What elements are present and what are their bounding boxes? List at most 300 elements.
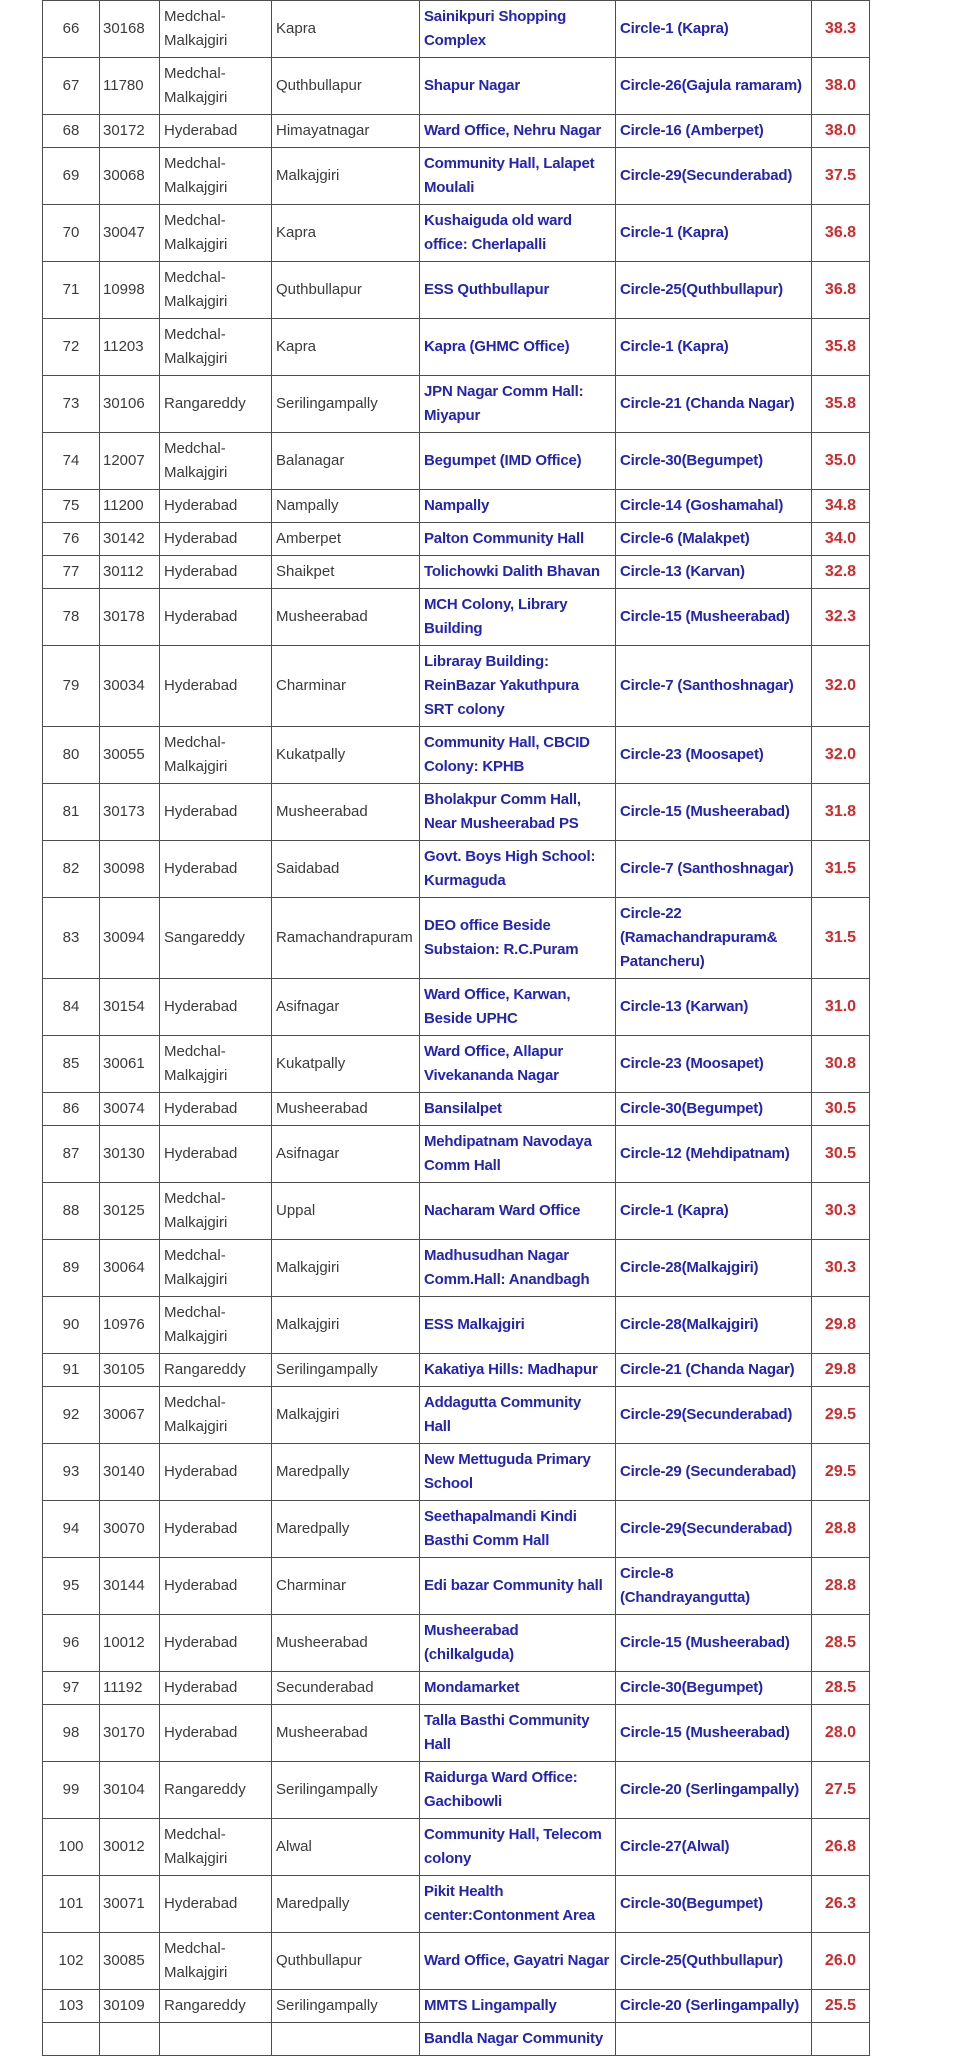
cell-venue: ESS Malkajgiri: [420, 1297, 616, 1354]
cell-venue: Kapra (GHMC Office): [420, 319, 616, 376]
cell-circle: Circle-1 (Kapra): [616, 319, 812, 376]
cell-id: 30067: [100, 1387, 160, 1444]
cell-venue: MCH Colony, Library Building: [420, 589, 616, 646]
cell-venue: Ward Office, Nehru Nagar: [420, 115, 616, 148]
cell-mandal: Maredpally: [272, 1501, 420, 1558]
cell-num: 75: [43, 490, 100, 523]
cell-id: 30140: [100, 1444, 160, 1501]
cell-district: Medchal-Malkajgiri: [160, 148, 272, 205]
cell-id: 30104: [100, 1762, 160, 1819]
cell-circle: Circle-15 (Musheerabad): [616, 1615, 812, 1672]
cell-venue: Palton Community Hall: [420, 523, 616, 556]
cell-circle: Circle-6 (Malakpet): [616, 523, 812, 556]
table-row: [43, 1444, 870, 1501]
cell-circle: [616, 2023, 812, 2056]
cell-mandal: Nampally: [272, 490, 420, 523]
cell-id: 11200: [100, 490, 160, 523]
cell-id: 10998: [100, 262, 160, 319]
cell-value: 26.8: [812, 1819, 870, 1876]
cell-id: 12007: [100, 433, 160, 490]
cell-num: 89: [43, 1240, 100, 1297]
cell-circle: Circle-16 (Amberpet): [616, 115, 812, 148]
table-row: [43, 490, 870, 523]
cell-district: Rangareddy: [160, 1990, 272, 2023]
cell-num: 85: [43, 1036, 100, 1093]
cell-district: Medchal-Malkajgiri: [160, 1387, 272, 1444]
cell-num: 67: [43, 58, 100, 115]
cell-venue: Begumpet (IMD Office): [420, 433, 616, 490]
cell-district: Hyderabad: [160, 1126, 272, 1183]
cell-id: 30109: [100, 1990, 160, 2023]
cell-district: Medchal-Malkajgiri: [160, 1933, 272, 1990]
cell-venue: Ward Office, Allapur Vivekananda Nagar: [420, 1036, 616, 1093]
cell-num: 88: [43, 1183, 100, 1240]
cell-venue: Sainikpuri Shopping Complex: [420, 1, 616, 58]
cell-mandal: Kapra: [272, 319, 420, 376]
cell-circle: Circle-13 (Karwan): [616, 979, 812, 1036]
cell-circle: Circle-8 (Chandrayangutta): [616, 1558, 812, 1615]
cell-id: 11203: [100, 319, 160, 376]
cell-circle: Circle-1 (Kapra): [616, 1, 812, 58]
table-row: [43, 1126, 870, 1183]
cell-circle: Circle-30(Begumpet): [616, 1672, 812, 1705]
cell-id: 30106: [100, 376, 160, 433]
cell-id: 30085: [100, 1933, 160, 1990]
cell-id: 30071: [100, 1876, 160, 1933]
cell-mandal: Shaikpet: [272, 556, 420, 589]
cell-district: Hyderabad: [160, 841, 272, 898]
cell-district: Sangareddy: [160, 898, 272, 979]
table-row: [43, 262, 870, 319]
table-row: [43, 646, 870, 727]
cell-circle: Circle-29(Secunderabad): [616, 148, 812, 205]
cell-circle: Circle-15 (Musheerabad): [616, 589, 812, 646]
cell-mandal: Serilingampally: [272, 376, 420, 433]
table-row: [43, 1558, 870, 1615]
cell-value: 30.3: [812, 1240, 870, 1297]
cell-num: [43, 2023, 100, 2056]
cell-circle: Circle-23 (Moosapet): [616, 1036, 812, 1093]
cell-venue: New Mettuguda Primary School: [420, 1444, 616, 1501]
cell-circle: Circle-7 (Santhoshnagar): [616, 841, 812, 898]
cell-venue: Musheerabad (chilkalguda): [420, 1615, 616, 1672]
cell-circle: Circle-1 (Kapra): [616, 205, 812, 262]
cell-id: 30112: [100, 556, 160, 589]
cell-venue: Bandla Nagar Community: [420, 2023, 616, 2056]
cell-value: 38.0: [812, 115, 870, 148]
cell-id: 30172: [100, 115, 160, 148]
table-row: [43, 1672, 870, 1705]
cell-venue: Tolichowki Dalith Bhavan: [420, 556, 616, 589]
cell-value: 27.5: [812, 1762, 870, 1819]
table-row: [43, 433, 870, 490]
cell-num: 100: [43, 1819, 100, 1876]
table-row: [43, 1240, 870, 1297]
cell-circle: Circle-27(Alwal): [616, 1819, 812, 1876]
cell-circle: Circle-22 (Ramachandrapuram& Patancheru): [616, 898, 812, 979]
cell-num: 79: [43, 646, 100, 727]
cell-mandal: Asifnagar: [272, 979, 420, 1036]
cell-id: 30168: [100, 1, 160, 58]
cell-num: 93: [43, 1444, 100, 1501]
cell-district: Hyderabad: [160, 1558, 272, 1615]
cell-value: 32.0: [812, 727, 870, 784]
table-row: [43, 1615, 870, 1672]
table-row: [43, 1036, 870, 1093]
cell-id: 30094: [100, 898, 160, 979]
cell-num: 86: [43, 1093, 100, 1126]
cell-id: 11192: [100, 1672, 160, 1705]
cell-value: 29.8: [812, 1354, 870, 1387]
cell-district: Hyderabad: [160, 784, 272, 841]
cell-num: 74: [43, 433, 100, 490]
cell-id: 30130: [100, 1126, 160, 1183]
table-row: [43, 1354, 870, 1387]
cell-circle: Circle-28(Malkajgiri): [616, 1297, 812, 1354]
table-row: [43, 1501, 870, 1558]
cell-circle: Circle-29 (Secunderabad): [616, 1444, 812, 1501]
cell-mandal: Kukatpally: [272, 727, 420, 784]
cell-circle: Circle-20 (Serlingampally): [616, 1762, 812, 1819]
cell-venue: Community Hall, Lalapet Moulali: [420, 148, 616, 205]
cell-value: 29.5: [812, 1444, 870, 1501]
cell-value: 28.5: [812, 1672, 870, 1705]
cell-num: 78: [43, 589, 100, 646]
cell-venue: Raidurga Ward Office: Gachibowli: [420, 1762, 616, 1819]
cell-district: Medchal-Malkajgiri: [160, 262, 272, 319]
cell-district: Hyderabad: [160, 1444, 272, 1501]
cell-num: 102: [43, 1933, 100, 1990]
cell-circle: Circle-20 (Serlingampally): [616, 1990, 812, 2023]
cell-id: 30070: [100, 1501, 160, 1558]
cell-venue: DEO office Beside Substaion: R.C.Puram: [420, 898, 616, 979]
cell-circle: Circle-30(Begumpet): [616, 433, 812, 490]
cell-district: Rangareddy: [160, 1354, 272, 1387]
cell-district: Medchal-Malkajgiri: [160, 1297, 272, 1354]
cell-num: 99: [43, 1762, 100, 1819]
cell-venue: Pikit Health center:Contonment Area: [420, 1876, 616, 1933]
cell-num: 70: [43, 205, 100, 262]
cell-value: 34.8: [812, 490, 870, 523]
table-row: [43, 1819, 870, 1876]
cell-circle: Circle-29(Secunderabad): [616, 1387, 812, 1444]
table-row: [43, 1297, 870, 1354]
cell-venue: Libraray Building: ReinBazar Yakuthpura SRT colony: [420, 646, 616, 727]
cell-district: [160, 2023, 272, 2056]
cell-id: 30144: [100, 1558, 160, 1615]
cell-circle: Circle-15 (Musheerabad): [616, 1705, 812, 1762]
cell-num: 69: [43, 148, 100, 205]
cell-mandal: Amberpet: [272, 523, 420, 556]
cell-venue: Mondamarket: [420, 1672, 616, 1705]
cell-mandal: [272, 2023, 420, 2056]
cell-num: 103: [43, 1990, 100, 2023]
cell-circle: Circle-28(Malkajgiri): [616, 1240, 812, 1297]
cell-mandal: Uppal: [272, 1183, 420, 1240]
cell-mandal: Alwal: [272, 1819, 420, 1876]
cell-venue: Govt. Boys High School: Kurmaguda: [420, 841, 616, 898]
cell-district: Hyderabad: [160, 979, 272, 1036]
cell-value: 29.8: [812, 1297, 870, 1354]
table-row: [43, 523, 870, 556]
table-row: [43, 727, 870, 784]
cell-value: 32.8: [812, 556, 870, 589]
cell-id: 30068: [100, 148, 160, 205]
cell-district: Hyderabad: [160, 646, 272, 727]
cell-circle: Circle-15 (Musheerabad): [616, 784, 812, 841]
cell-mandal: Maredpally: [272, 1444, 420, 1501]
cell-id: 30142: [100, 523, 160, 556]
cell-district: Hyderabad: [160, 523, 272, 556]
cell-district: Medchal-Malkajgiri: [160, 1183, 272, 1240]
cell-mandal: Kapra: [272, 205, 420, 262]
cell-id: 10012: [100, 1615, 160, 1672]
cell-id: 30034: [100, 646, 160, 727]
table-row: [43, 1387, 870, 1444]
cell-district: Hyderabad: [160, 1705, 272, 1762]
cell-mandal: Musheerabad: [272, 784, 420, 841]
cell-district: Hyderabad: [160, 589, 272, 646]
cell-num: 71: [43, 262, 100, 319]
cell-value: 36.8: [812, 262, 870, 319]
cell-value: 35.0: [812, 433, 870, 490]
table-row: [43, 115, 870, 148]
cell-circle: Circle-30(Begumpet): [616, 1093, 812, 1126]
cell-mandal: Malkajgiri: [272, 1240, 420, 1297]
cell-venue: MMTS Lingampally: [420, 1990, 616, 2023]
cell-num: 76: [43, 523, 100, 556]
cell-num: 82: [43, 841, 100, 898]
cell-venue: ESS Quthbullapur: [420, 262, 616, 319]
table-row: [43, 1933, 870, 1990]
cell-venue: Mehdipatnam Navodaya Comm Hall: [420, 1126, 616, 1183]
cell-mandal: Charminar: [272, 646, 420, 727]
table-row: [43, 1876, 870, 1933]
cell-value: 28.8: [812, 1501, 870, 1558]
cell-num: 72: [43, 319, 100, 376]
cell-circle: Circle-21 (Chanda Nagar): [616, 376, 812, 433]
cell-district: Hyderabad: [160, 1876, 272, 1933]
cell-id: 30064: [100, 1240, 160, 1297]
table-row: [43, 841, 870, 898]
cell-id: 30170: [100, 1705, 160, 1762]
cell-circle: Circle-12 (Mehdipatnam): [616, 1126, 812, 1183]
table-row: [43, 784, 870, 841]
table-row: [43, 1093, 870, 1126]
table-row: [43, 1705, 870, 1762]
cell-value: 31.8: [812, 784, 870, 841]
cell-value: 26.0: [812, 1933, 870, 1990]
cell-value: 35.8: [812, 319, 870, 376]
cell-venue: Bholakpur Comm Hall, Near Musheerabad PS: [420, 784, 616, 841]
cell-venue: Nacharam Ward Office: [420, 1183, 616, 1240]
cell-district: Hyderabad: [160, 115, 272, 148]
table-row: [43, 1, 870, 58]
cell-district: Medchal-Malkajgiri: [160, 1, 272, 58]
cell-num: 96: [43, 1615, 100, 1672]
cell-id: 30105: [100, 1354, 160, 1387]
cell-district: Medchal-Malkajgiri: [160, 58, 272, 115]
cell-id: 30178: [100, 589, 160, 646]
cell-mandal: Musheerabad: [272, 1615, 420, 1672]
cell-num: 84: [43, 979, 100, 1036]
cell-circle: Circle-25(Quthbullapur): [616, 1933, 812, 1990]
cell-id: 30061: [100, 1036, 160, 1093]
cell-id: 30173: [100, 784, 160, 841]
cell-value: 25.5: [812, 1990, 870, 2023]
cell-mandal: Musheerabad: [272, 589, 420, 646]
cell-num: 94: [43, 1501, 100, 1558]
cell-value: 26.3: [812, 1876, 870, 1933]
cell-venue: Community Hall, Telecom colony: [420, 1819, 616, 1876]
cell-mandal: Kapra: [272, 1, 420, 58]
cell-district: Medchal-Malkajgiri: [160, 319, 272, 376]
cell-district: Hyderabad: [160, 1615, 272, 1672]
cell-num: 80: [43, 727, 100, 784]
cell-mandal: Musheerabad: [272, 1093, 420, 1126]
cell-value: [812, 2023, 870, 2056]
cell-mandal: Himayatnagar: [272, 115, 420, 148]
cell-mandal: Secunderabad: [272, 1672, 420, 1705]
cell-num: 68: [43, 115, 100, 148]
cell-venue: Ward Office, Gayatri Nagar: [420, 1933, 616, 1990]
cell-venue: Bansilalpet: [420, 1093, 616, 1126]
cell-value: 38.3: [812, 1, 870, 58]
cell-mandal: Malkajgiri: [272, 1297, 420, 1354]
cell-district: Hyderabad: [160, 556, 272, 589]
cell-num: 81: [43, 784, 100, 841]
cell-value: 38.0: [812, 58, 870, 115]
cell-value: 36.8: [812, 205, 870, 262]
cell-value: 35.8: [812, 376, 870, 433]
cell-num: 91: [43, 1354, 100, 1387]
table-row: [43, 1762, 870, 1819]
results-table: [42, 0, 870, 2056]
cell-id: 11780: [100, 58, 160, 115]
cell-circle: Circle-21 (Chanda Nagar): [616, 1354, 812, 1387]
table-row: [43, 979, 870, 1036]
cell-venue: Nampally: [420, 490, 616, 523]
table-row: [43, 1183, 870, 1240]
cell-venue: JPN Nagar Comm Hall: Miyapur: [420, 376, 616, 433]
cell-num: 87: [43, 1126, 100, 1183]
cell-value: 31.5: [812, 841, 870, 898]
table-row: [43, 556, 870, 589]
cell-mandal: Ramachandrapuram: [272, 898, 420, 979]
cell-mandal: Kukatpally: [272, 1036, 420, 1093]
cell-venue: Kushaiguda old ward office: Cherlapalli: [420, 205, 616, 262]
cell-id: 30074: [100, 1093, 160, 1126]
cell-district: Medchal-Malkajgiri: [160, 205, 272, 262]
cell-district: Medchal-Malkajgiri: [160, 433, 272, 490]
cell-id: [100, 2023, 160, 2056]
cell-district: Medchal-Malkajgiri: [160, 1036, 272, 1093]
cell-district: Hyderabad: [160, 1093, 272, 1126]
table-row: [43, 589, 870, 646]
cell-value: 37.5: [812, 148, 870, 205]
cell-circle: Circle-29(Secunderabad): [616, 1501, 812, 1558]
cell-mandal: Balanagar: [272, 433, 420, 490]
cell-circle: Circle-14 (Goshamahal): [616, 490, 812, 523]
cell-circle: Circle-1 (Kapra): [616, 1183, 812, 1240]
cell-circle: Circle-7 (Santhoshnagar): [616, 646, 812, 727]
cell-value: 30.8: [812, 1036, 870, 1093]
cell-mandal: Asifnagar: [272, 1126, 420, 1183]
cell-num: 66: [43, 1, 100, 58]
table-row-partial: [43, 2023, 870, 2056]
cell-value: 31.0: [812, 979, 870, 1036]
cell-value: 31.5: [812, 898, 870, 979]
table-row: [43, 898, 870, 979]
cell-mandal: Serilingampally: [272, 1990, 420, 2023]
cell-mandal: Musheerabad: [272, 1705, 420, 1762]
table-row: [43, 205, 870, 262]
cell-id: 30047: [100, 205, 160, 262]
cell-value: 28.8: [812, 1558, 870, 1615]
cell-district: Hyderabad: [160, 490, 272, 523]
cell-id: 30154: [100, 979, 160, 1036]
cell-circle: Circle-26(Gajula ramaram): [616, 58, 812, 115]
cell-id: 30125: [100, 1183, 160, 1240]
cell-value: 30.3: [812, 1183, 870, 1240]
cell-num: 90: [43, 1297, 100, 1354]
cell-mandal: Quthbullapur: [272, 1933, 420, 1990]
cell-mandal: Serilingampally: [272, 1762, 420, 1819]
cell-district: Rangareddy: [160, 1762, 272, 1819]
cell-value: 28.0: [812, 1705, 870, 1762]
cell-circle: Circle-13 (Karvan): [616, 556, 812, 589]
cell-value: 32.3: [812, 589, 870, 646]
cell-circle: Circle-25(Quthbullapur): [616, 262, 812, 319]
table-row: [43, 319, 870, 376]
cell-num: 101: [43, 1876, 100, 1933]
cell-district: Medchal-Malkajgiri: [160, 1240, 272, 1297]
cell-venue: Madhusudhan Nagar Comm.Hall: Anandbagh: [420, 1240, 616, 1297]
cell-circle: Circle-30(Begumpet): [616, 1876, 812, 1933]
cell-value: 32.0: [812, 646, 870, 727]
table-row: [43, 148, 870, 205]
cell-mandal: Serilingampally: [272, 1354, 420, 1387]
cell-venue: Edi bazar Community hall: [420, 1558, 616, 1615]
cell-venue: Talla Basthi Community Hall: [420, 1705, 616, 1762]
table-body: [43, 1, 870, 2056]
cell-num: 92: [43, 1387, 100, 1444]
cell-mandal: Charminar: [272, 1558, 420, 1615]
cell-venue: Kakatiya Hills: Madhapur: [420, 1354, 616, 1387]
cell-value: 29.5: [812, 1387, 870, 1444]
cell-district: Medchal-Malkajgiri: [160, 727, 272, 784]
cell-mandal: Saidabad: [272, 841, 420, 898]
cell-num: 83: [43, 898, 100, 979]
cell-num: 95: [43, 1558, 100, 1615]
cell-district: Rangareddy: [160, 376, 272, 433]
cell-mandal: Malkajgiri: [272, 1387, 420, 1444]
cell-value: 30.5: [812, 1126, 870, 1183]
cell-mandal: Malkajgiri: [272, 148, 420, 205]
table-row: [43, 58, 870, 115]
cell-num: 77: [43, 556, 100, 589]
cell-district: Hyderabad: [160, 1672, 272, 1705]
cell-value: 30.5: [812, 1093, 870, 1126]
cell-value: 28.5: [812, 1615, 870, 1672]
cell-mandal: Maredpally: [272, 1876, 420, 1933]
cell-venue: Ward Office, Karwan, Beside UPHC: [420, 979, 616, 1036]
cell-venue: Seethapalmandi Kindi Basthi Comm Hall: [420, 1501, 616, 1558]
cell-id: 30098: [100, 841, 160, 898]
cell-mandal: Quthbullapur: [272, 262, 420, 319]
cell-id: 30055: [100, 727, 160, 784]
cell-value: 34.0: [812, 523, 870, 556]
